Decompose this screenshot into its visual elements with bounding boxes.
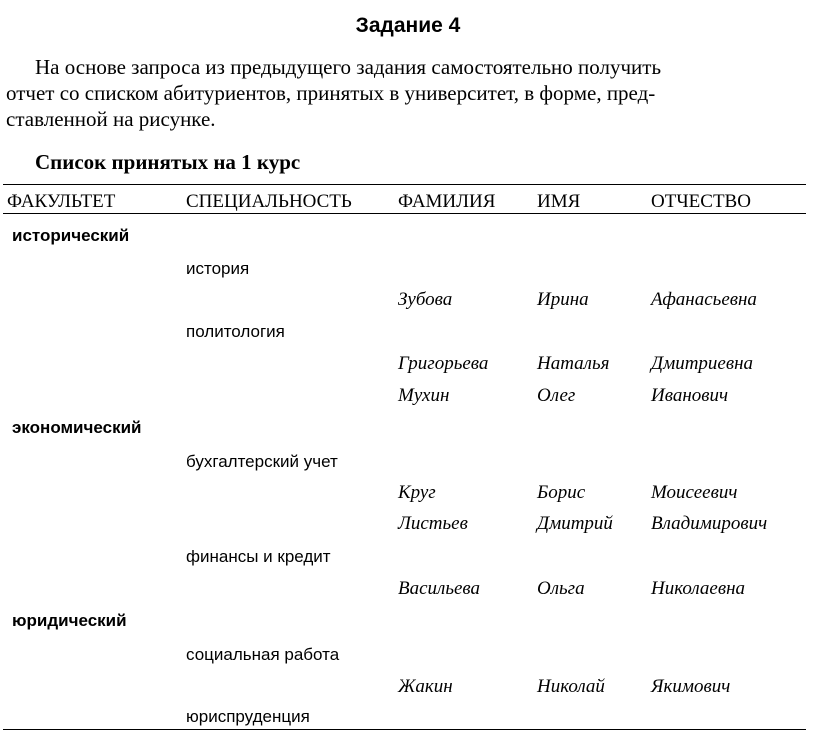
specialty-group-header: бухгалтерский учет [186,452,338,471]
table-row [0,577,816,601]
table-row [0,352,816,376]
table-row [0,481,816,505]
task-text-line-2: отчет со списком абитуриентов, принятых в университет, в форме, пред- [6,81,656,105]
table-row [0,675,816,699]
last-name-cell: Зубова [398,289,453,310]
faculty-group-header: исторический [12,226,130,245]
patronymic-cell: Дмитриевна [651,353,754,374]
first-name-cell: Николай [537,676,605,697]
task-title: Задание 4 [355,14,461,37]
patronymic-cell: Афанасьевна [651,289,757,310]
patronymic-cell: Владимирович [651,513,768,534]
column-header-patronymic: ОТЧЕСТВО [651,191,751,212]
table-row [0,512,816,536]
header-bottom-rule [3,213,806,214]
last-name-cell: Васильева [398,578,481,599]
last-name-cell: Мухин [398,385,450,406]
table-row [0,384,816,408]
column-header-first-name: ИМЯ [537,191,581,212]
last-name-cell: Григорьева [398,353,489,374]
last-name-cell: Листьев [398,513,468,534]
column-header-last-name: ФАМИЛИЯ [398,191,496,212]
last-name-cell: Круг [398,482,436,503]
column-header-specialty: СПЕЦИАЛЬНОСТЬ [186,191,352,212]
last-name-cell: Жакин [398,676,453,697]
first-name-cell: Наталья [537,353,610,374]
task-text-line-1: На основе запроса из предыдущего задания самостоятельно получить [35,55,662,79]
first-name-cell: Ирина [537,289,589,310]
first-name-cell: Ольга [537,578,585,599]
first-name-cell: Олег [537,385,576,406]
specialty-group-header: финансы и кредит [186,547,331,566]
table-row [0,288,816,312]
column-header-faculty: ФАКУЛЬТЕТ [7,191,116,212]
task-text-line-3: ставленной на рисунке. [6,107,216,131]
table-bottom-rule [3,729,806,730]
patronymic-cell: Якимович [651,676,731,697]
patronymic-cell: Николаевна [651,578,746,599]
specialty-group-header: история [186,259,250,278]
header-top-rule [3,184,806,185]
first-name-cell: Дмитрий [537,513,613,534]
report-title: Список принятых на 1 курс [35,150,301,174]
specialty-group-header: социальная работа [186,645,340,664]
first-name-cell: Борис [537,482,586,503]
patronymic-cell: Моисеевич [651,482,738,503]
specialty-group-header: юриспруденция [186,707,310,726]
faculty-group-header: юридический [12,611,127,630]
faculty-group-header: экономический [12,418,142,437]
specialty-group-header: политология [186,322,285,341]
patronymic-cell: Иванович [651,385,729,406]
